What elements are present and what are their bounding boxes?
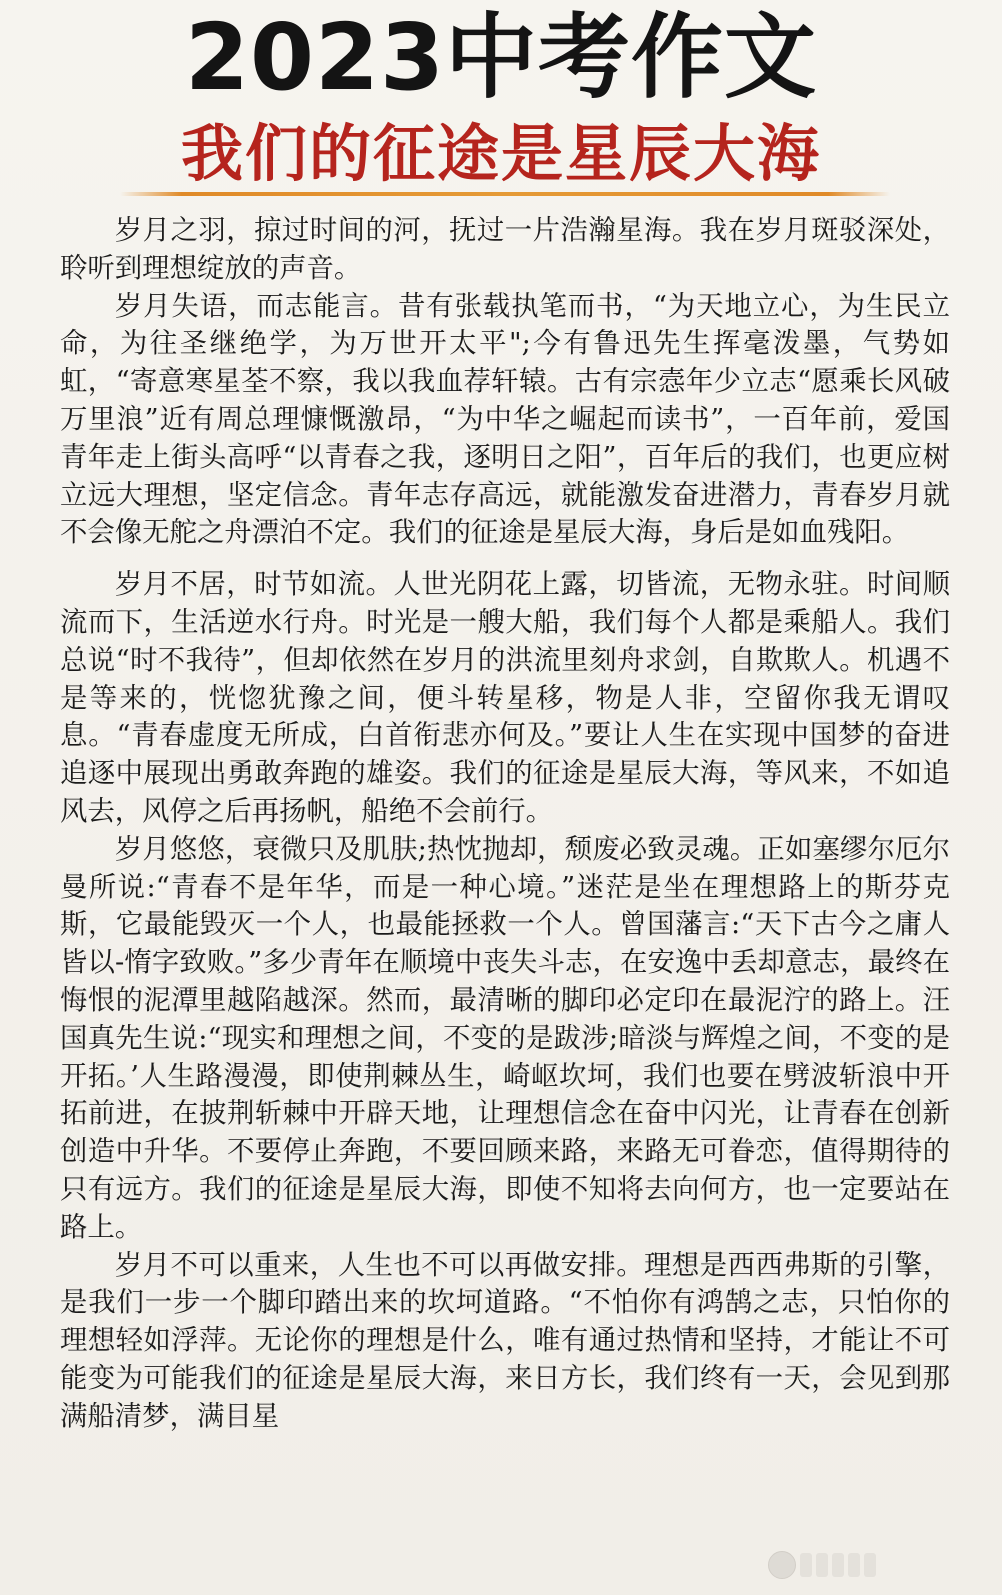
essay-paragraph-1: 岁月之羽，掠过时间的河，抚过一片浩瀚星海。我在岁月斑驳深处，聆听到理想绽放的声音。 bbox=[60, 215, 950, 284]
essay-paragraph-3: 岁月不居，时节如流。人世光阴花上露，切皆流，无物永驻。时间顺流而下，生活逆水行舟。时光是一艘大船，我们每个人都是乘船人。我们总说“时不我待”，但却依然在岁月的洪流里刻舟求剑，自欺欺人。机遇不是等来的，恍惚犹豫之间，便斗转星移，物是人非，空留你我无谓叹息。“青春虚度无所成，白首衔悲亦何及。”要让人生在实现中国梦的奋进追逐中展现出勇敢奔跑的雄姿。我们的征途是星辰大海，等风来，不如追风去，风停之后再扬帆，船绝不会前行。 bbox=[60, 569, 950, 827]
watermark-bar-icon bbox=[864, 1553, 876, 1577]
page-title: 2023中考作文 bbox=[184, 4, 818, 111]
page-subtitle: 我们的征途是星辰大海 bbox=[180, 117, 821, 190]
watermark-logo-icon bbox=[768, 1548, 978, 1582]
watermark-bar-icon bbox=[848, 1553, 860, 1577]
essay-paragraph-4: 岁月悠悠，衰微只及肌肤;热忱抛却，颓废必致灵魂。正如塞缪尔厄尔曼所说:“青春不是年华，而是一种心境。”迷茫是坐在理想路上的斯芬克斯，它最能毁灭一个人，也最能拯救一个人。曾国藩言:“天下古今之庸人皆以-惰字致败。”多少青年在顺境中丧失斗志，在安逸中丢却意志，最终在悔恨的泥潭里越陷越深。然而，最清晰的脚印必定印在最泥泞的路上。汪国真先生说:“现实和理想之间，不变的是跋涉;暗淡与辉煌之间，不变的是开拓。’人生路漫漫，即使荆棘丛生，崎岖坎坷，我们也要在劈波斩浪中开拓前进，在披荆斩棘中开辟天地，让理想信念在奋中闪光，让青春在创新创造中升华。不要停止奔跑，不要回顾来路，来路无可眷恋，值得期待的只有远方。我们的征途是星辰大海，即使不知将去向何方，也一定要站在路上。 bbox=[60, 833, 950, 1243]
essay-paragraph-2: 岁月失语，而志能言。昔有张载执笔而书，“为天地立心，为生民立命，为往圣继绝学，为万世开太平";今有鲁迅先生挥毫泼墨，气势如虹，“寄意寒星荃不察，我以我血荐轩辕。古有宗悫年少立志“愿乘长风破万里浪”近有周总理慷慨激昂，“为中华之崛起而读书”，一百年前，爱国青年走上街头高呼“以青春之我，逐明日之阳”，百年后的我们，也更应树立远大理想，坚定信念。青年志存高远，就能激发奋进潜力，青春岁月就不会像无舵之舟漂泊不定。我们的征途是星辰大海，身后是如血残阳。 bbox=[60, 290, 950, 549]
watermark-bar-icon bbox=[800, 1553, 812, 1577]
essay-body bbox=[60, 212, 950, 1436]
watermark-circle-icon bbox=[768, 1551, 796, 1579]
essay-paragraph-5: 岁月不可以重来，人生也不可以再做安排。理想是西西弗斯的引擎，是我们一步一个脚印踏出来的坎坷道路。“不怕你有鸿鹄之志，只怕你的理想轻如浮萍。无论你的理想是什么，唯有通过热情和坚持，才能让不可能变为可能我们的征途是星辰大海，来日方长，我们终有一天，会见到那满船清梦，满目星 bbox=[60, 1249, 950, 1432]
title-divider bbox=[120, 192, 890, 196]
watermark-bar-icon bbox=[816, 1553, 828, 1577]
watermark-bar-icon bbox=[832, 1553, 844, 1577]
